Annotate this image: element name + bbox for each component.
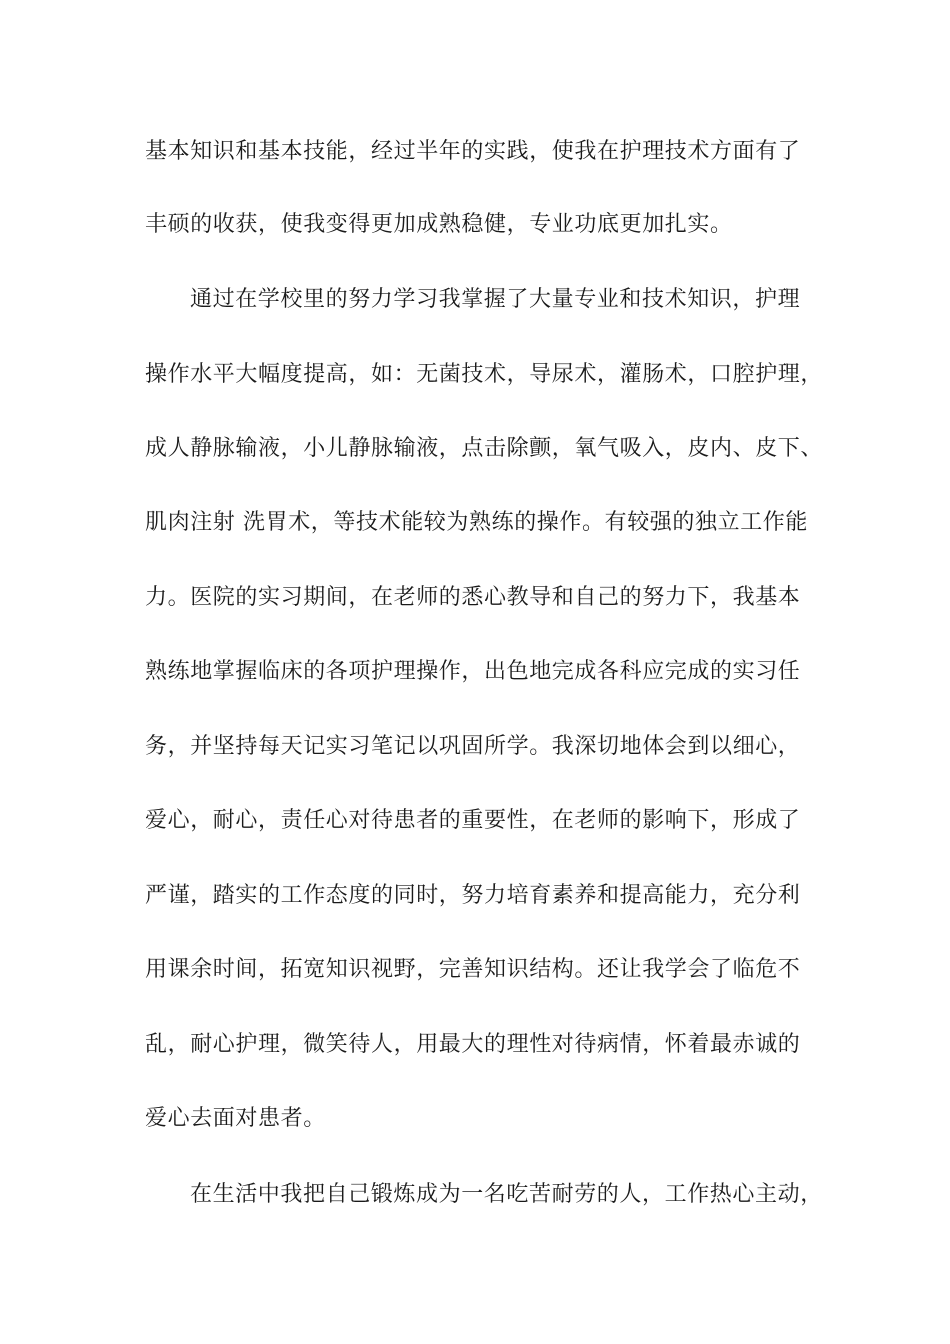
text-line-8: 熟练地掌握临床的各项护理操作，出色地完成各科应完成的实习任 — [145, 659, 801, 684]
text-line-9: 务，并坚持每天记实习笔记以巩固所学。我深切地体会到以细心， — [145, 734, 801, 759]
text-line-5: 成人静脉输液，小儿静脉输液，点击除颤，氧气吸入，皮内、皮下、 — [145, 436, 824, 461]
text-line-11: 严谨，踏实的工作态度的同时，努力培育素养和提高能力，充分利 — [145, 883, 801, 908]
text-line-4: 操作水平大幅度提高，如：无菌技术，导尿术，灌肠术，口腔护理， — [145, 362, 824, 387]
text-line-7: 力。医院的实习期间，在老师的悉心教导和自己的努力下，我基本 — [145, 585, 801, 610]
text-line-14: 爱心去面对患者。 — [145, 1106, 326, 1131]
text-line-12: 用课余时间，拓宽知识视野，完善知识结构。还让我学会了临危不 — [145, 957, 801, 982]
text-line-2: 丰硕的收获，使我变得更加成熟稳健，专业功底更加扎实。 — [145, 212, 733, 237]
text-line-10: 爱心，耐心，责任心对待患者的重要性，在老师的影响下，形成了 — [145, 808, 801, 833]
text-line-6: 肌肉注射 洗胃术，等技术能较为熟练的操作。有较强的独立工作能 — [145, 510, 808, 535]
text-line-3: 通过在学校里的努力学习我掌握了大量专业和技术知识，护理 — [190, 287, 801, 312]
text-line-1: 基本知识和基本技能，经过半年的实践，使我在护理技术方面有了 — [145, 139, 801, 164]
text-line-15: 在生活中我把自己锻炼成为一名吃苦耐劳的人，工作热心主动， — [190, 1182, 823, 1207]
text-line-13: 乱，耐心护理，微笑待人，用最大的理性对待病情，怀着最赤诚的 — [145, 1032, 801, 1057]
